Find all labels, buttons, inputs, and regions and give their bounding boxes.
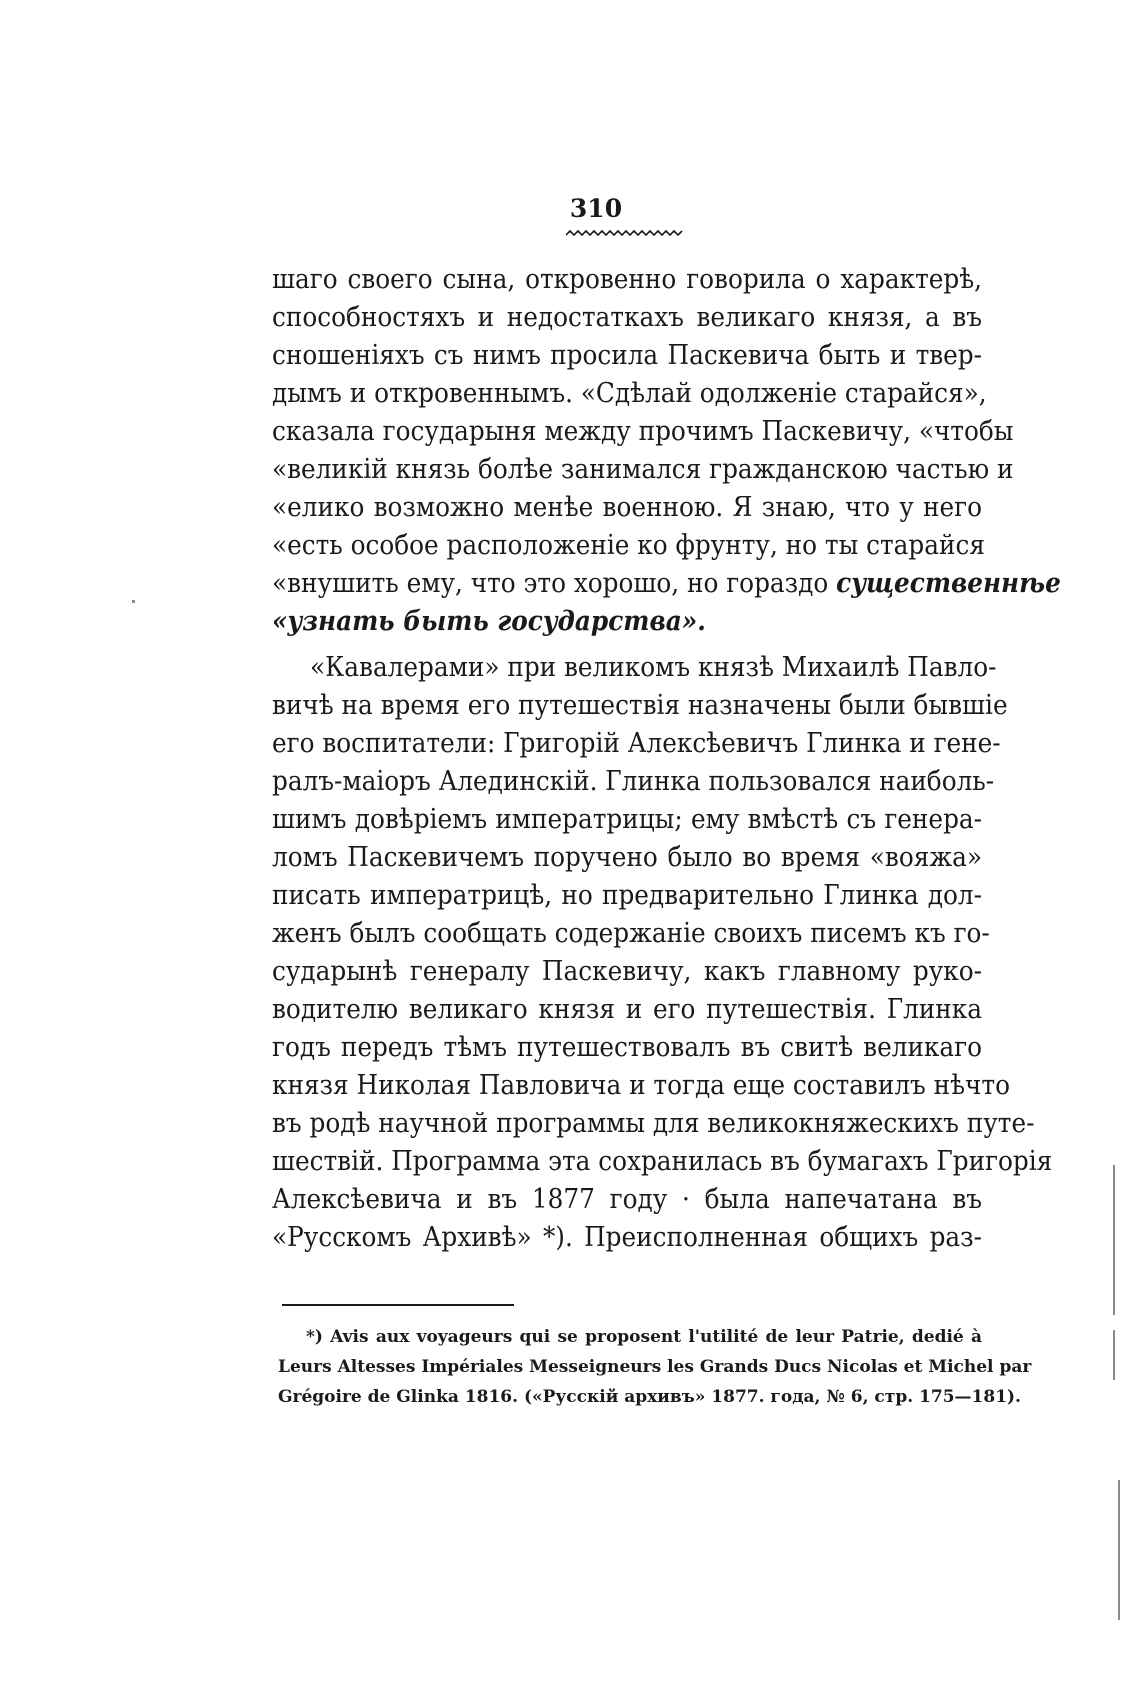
body-line: способностяхъ и недостаткахъ великаго князя, а въ xyxy=(272,301,982,333)
wavy-ornament xyxy=(566,228,684,238)
footnote-line: Grégoire de Glinka 1816. («Русскій архивъ» 1877. года, № 6, стр. 175—181). xyxy=(278,1387,1021,1407)
margin-dot xyxy=(132,600,135,603)
footnote-rule xyxy=(282,1304,514,1306)
italic-text: существеннѣе xyxy=(836,567,1061,599)
body-line: сударынѣ генералу Паскевичу, какъ главному руко- xyxy=(272,955,982,987)
scan-edge-line xyxy=(1113,1165,1115,1315)
body-line: шимъ довѣріемъ императрицы; ему вмѣстѣ съ генера- xyxy=(272,803,982,835)
body-line: Алексѣевича и въ 1877 году · была напечатана въ xyxy=(272,1183,982,1215)
body-line: «есть особое расположеніе ко фрунту, но ты старайся xyxy=(272,529,985,561)
body-line: писать императрицѣ, но предварительно Глинка дол- xyxy=(272,879,982,911)
body-line: «Русскомъ Архивѣ» *). Преисполненная общихъ раз- xyxy=(272,1221,982,1253)
scan-edge-line xyxy=(1118,1480,1120,1620)
body-line: шествій. Программа эта сохранилась въ бумагахъ Григорія xyxy=(272,1145,1053,1177)
body-line: князя Николая Павловича и тогда еще составилъ нѣчто xyxy=(272,1069,1010,1101)
body-line: сношеніяхъ съ нимъ просила Паскевича быть и твер- xyxy=(272,339,982,371)
body-line: шаго своего сына, откровенно говорила о характерѣ, xyxy=(272,263,982,295)
scan-edge-line xyxy=(1113,1330,1115,1380)
body-line: ломъ Паскевичемъ поручено было во время «вояжа» xyxy=(272,841,982,873)
body-line: его воспитатели: Григорій Алексѣевичъ Глинка и гене- xyxy=(272,727,1001,759)
body-line: водителю великаго князя и его путешествія. Глинка xyxy=(272,993,982,1025)
body-line: сказала государыня между прочимъ Паскевичу, «чтобы xyxy=(272,415,1014,447)
page-number: 310 xyxy=(569,194,623,223)
body-line: «елико возможно менѣе военною. Я знаю, что у него xyxy=(272,491,982,523)
body-line: женъ былъ сообщать содержаніе своихъ писемъ къ го- xyxy=(272,917,990,949)
body-line: «узнать быть государства». xyxy=(272,605,706,637)
body-line xyxy=(272,564,1061,602)
body-line: въ родѣ научной программы для великокняжескихъ путе- xyxy=(272,1107,1035,1139)
footnote-line: *) Avis aux voyageurs qui se proposent l'utilité de leur Patrie, dedié à xyxy=(306,1327,982,1347)
body-line: «великій князь болѣе занимался гражданскою частью и xyxy=(272,453,1014,485)
body-line: ралъ-маіоръ Алединскій. Глинка пользовался наиболь- xyxy=(272,765,995,797)
paragraph-start-line: «Кавалерами» при великомъ князѣ Михаилѣ Павло- xyxy=(310,651,997,683)
line-text: «внушить ему, что это хорошо, но гораздо xyxy=(272,567,829,599)
body-line: дымъ и откровеннымъ. «Сдѣлай одолженіе старайся», xyxy=(272,377,987,409)
footnote-line: Leurs Altesses Impériales Messeigneurs les Grands Ducs Nicolas et Michel par xyxy=(278,1357,1032,1377)
body-line: годъ передъ тѣмъ путешествовалъ въ свитѣ великаго xyxy=(272,1031,982,1063)
body-line: вичѣ на время его путешествія назначены были бывшіе xyxy=(272,689,1008,721)
